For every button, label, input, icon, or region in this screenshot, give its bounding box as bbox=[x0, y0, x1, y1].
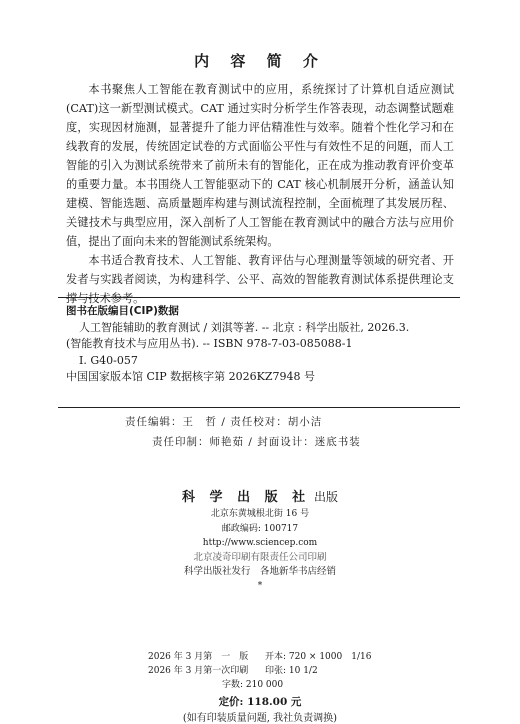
publisher-postcode: 邮政编码: 100717 bbox=[221, 523, 299, 534]
cip-divider-top bbox=[58, 297, 460, 298]
separator-mark: * bbox=[257, 580, 263, 591]
word-count: 字数: 210 000 bbox=[222, 680, 284, 690]
sheets-line: 印张: 10 1/2 bbox=[265, 666, 318, 676]
publisher-name: 科 学 出 版 社 bbox=[182, 490, 311, 505]
summary-paragraph-1: 本书聚焦人工智能在教育测试中的应用，系统探讨了计算机自适应测试(CAT)这一新型测试模式。CAT 通过实时分析学生作答表现，动态调整试题难度，实现因材施测，显著提升了能力评估精准性与效率。随着个性化学习和在线教育的发展，传统固定试卷的方式面临公平性与有效性不足的问题，而人工智能的引入为测试系统带来了前所未有的智能化，正在成为推动教育评价变革的重要力量。本书围绕人工智能驱动下的 CAT 核心机制展开分析，涵盖认知建模、智能选题、高质量题库构建与测试流程控制，全面梳理了其发展历程、关键技术与典型应用，深入剖析了人工智能在教育测试中的融合方法与应用价值，提出了面向未来的智能测试系统架构。 bbox=[66, 83, 454, 248]
summary-paragraph-2: 本书适合教育技术、人工智能、教育评估与心理测量等领域的研究者、开发者与实践者阅读，为构建科学、公平、高效的智能教育测试体系提供理论支撑与技术参考。 bbox=[66, 254, 454, 305]
publisher-address: 北京东黄城根北街 16 号 bbox=[210, 509, 310, 519]
returns-note: (如有印装质量问题, 我社负责调换) bbox=[182, 713, 338, 724]
edition-line: 2026 年 3 月第 一 版 bbox=[148, 652, 249, 662]
credits-production: 责任印制：师艳茹 / 封面设计：迷底书装 bbox=[152, 436, 361, 448]
cip-line-series: (智能教育技术与应用丛书). -- ISBN 978-7-03-085088-1 bbox=[66, 337, 353, 350]
printer-line: 北京凌奇印刷有限责任公司印刷 bbox=[193, 551, 327, 563]
publisher-website: http://www.sciencep.com bbox=[202, 538, 318, 548]
publisher-suffix: 出版 bbox=[313, 490, 338, 504]
cip-heading: 图书在版编目(CIP)数据 bbox=[66, 305, 179, 317]
cip-line-title: 人工智能辅助的教育测试 / 刘淇等著. -- 北京 : 科学出版社, 2026.3. bbox=[79, 320, 410, 334]
cip-divider-bottom bbox=[58, 407, 460, 408]
distribution-line: 科学出版社发行 各地新华书店经销 bbox=[183, 566, 336, 577]
cip-block bbox=[66, 303, 456, 386]
publisher-line bbox=[0, 488, 520, 507]
format-line: 开本: 720 × 1000 1/16 bbox=[265, 652, 372, 662]
cip-line-record: 中国国家版本馆 CIP 数据核字第 2026KZ7948 号 bbox=[66, 370, 315, 383]
summary-heading: 内 容 简 介 bbox=[194, 52, 326, 70]
credits-editors: 责任编辑：王 哲 / 责任校对：胡小洁 bbox=[125, 416, 323, 428]
cip-line-classification: Ⅰ. G40-057 bbox=[79, 353, 138, 367]
price-line: 定价: 118.00 元 bbox=[218, 696, 302, 708]
printing-line: 2026 年 3 月第一次印刷 bbox=[148, 666, 249, 676]
publisher-block bbox=[0, 488, 520, 592]
summary-block bbox=[66, 80, 454, 308]
